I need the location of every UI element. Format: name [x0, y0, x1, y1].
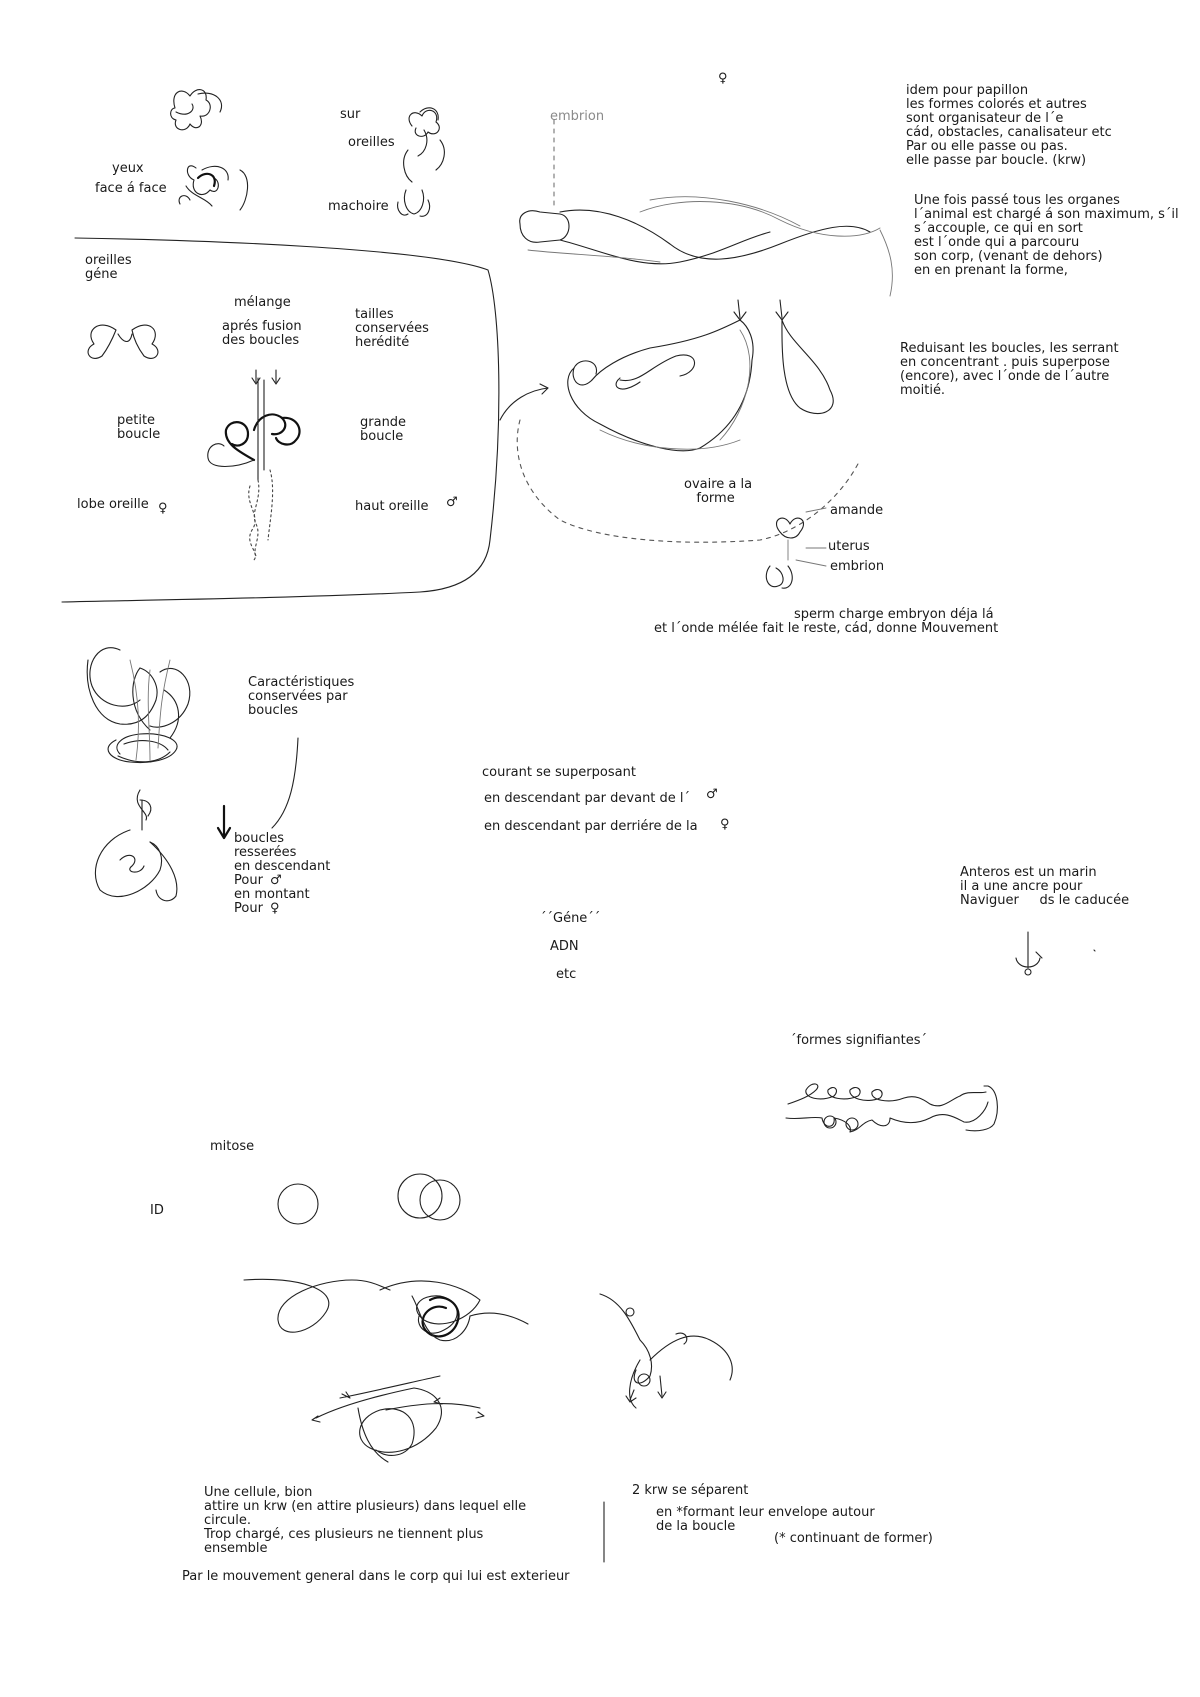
label-machoire: machoire — [328, 199, 389, 214]
label-adn: ADN — [550, 939, 579, 954]
label-sur: sur — [340, 107, 361, 122]
ear-sketch-top — [171, 90, 222, 130]
ear-pair-sketch — [88, 325, 158, 358]
oreilles-sketch — [404, 108, 445, 182]
male-symbol-devant: ♂ — [706, 787, 718, 802]
label-et-onde: et l´onde mélée fait le reste, cád, donne Mouvement — [654, 621, 999, 636]
label-boucles-resserees: boucles resserées en descendant Pour en montant Pour — [234, 831, 331, 916]
note-continuant: (* continuant de former) — [774, 1531, 933, 1546]
label-caracteristiques: Caractéristiques conservées par boucles — [248, 675, 355, 718]
note-en-formant: en *formant leur envelope autour de la boucle — [656, 1505, 875, 1534]
loop-sequence-sketch — [244, 1279, 732, 1462]
label-gene: ´´Géne´´ — [540, 911, 601, 926]
face-a-face-sketch — [179, 166, 248, 210]
note-par-le-mouvement: Par le mouvement general dans le corp qui lui est exterieur — [182, 1569, 570, 1584]
male-symbol-haut: ♂ — [446, 495, 458, 510]
label-face-a-face: face á face — [95, 181, 167, 196]
label-tailles: tailles conservées herédité — [355, 307, 429, 350]
label-mitose: mitose — [210, 1139, 255, 1154]
label-ovaire: ovaire a la forme — [684, 477, 753, 506]
label-uterus: uterus — [828, 539, 870, 554]
label-grande-boucle: grande boucle — [360, 415, 407, 444]
embryo-serpent-sketch — [520, 120, 893, 296]
signifiant-spiral-sketch — [786, 1084, 997, 1132]
label-oreilles: oreilles — [348, 135, 395, 150]
female-symbol-pour: ♀ — [270, 901, 280, 916]
label-lobe-oreille: lobe oreille — [77, 497, 149, 512]
label-melange: mélange — [234, 295, 291, 310]
label-amande: amande — [830, 503, 884, 518]
label-deux-krw: 2 krw se séparent — [632, 1483, 749, 1498]
label-sperm: sperm charge embryon déja lá — [794, 607, 994, 622]
label-formes-signifiantes: ´formes signifiantes´ — [790, 1033, 927, 1048]
female-symbol-derriere: ♀ — [720, 817, 730, 832]
loop-fusion-sketch — [208, 370, 300, 560]
label-etc: etc — [556, 967, 577, 982]
label-derriere: en descendant par derriére de la — [484, 819, 698, 834]
label-embrion-top: embrion — [550, 109, 605, 124]
note-une-cellule: Une cellule, bion attire un krw (en attire plusieurs) dans lequel elle circule. Trop chargé, ces plusieurs ne tiennent plus ensemble — [204, 1485, 527, 1556]
male-symbol-pour: ♂ — [270, 873, 282, 888]
label-petite-boucle: petite boucle — [117, 413, 161, 442]
machoire-sketch — [398, 190, 430, 216]
note-reduisant: Reduisant les boucles, les serrant en concentrant . puis superpose (encore), avec l´onde de l´autre moitié. — [900, 341, 1119, 398]
label-oreilles-gene: oreilles géne — [85, 253, 132, 282]
uterus-sketch — [766, 508, 826, 588]
label-courant: courant se superposant — [482, 765, 636, 780]
label-id: ID — [150, 1203, 164, 1218]
label-yeux: yeux — [112, 161, 144, 176]
label-embrion-right: embrion — [830, 559, 885, 574]
label-apres-fusion: aprés fusion des boucles — [222, 319, 302, 348]
ovaire-sketch — [500, 300, 860, 542]
anchor-sketch — [1016, 932, 1095, 975]
label-haut-oreille: haut oreille — [355, 499, 429, 514]
note-anteros: Anteros est un marin il a une ancre pour Naviguer ds le caducée — [960, 865, 1130, 908]
female-symbol-lobe: ♀ — [158, 501, 168, 516]
note-une-fois: Une fois passé tous les organes l´animal est chargé á son maximum, s´il s´accouple, ce qui en sort est l´onde qui a parcouru son corp, (venant de dehors) en en prenant la forme, — [914, 193, 1179, 278]
label-devant: en descendant par devant de l´ — [484, 791, 691, 806]
down-arrow — [218, 806, 230, 838]
note-idem-papillon: idem pour papillon les formes colorés et autres sont organisateur de l´e cád, obstacles, canalisateur etc Par ou elle passe ou pas. elle passe par boucle. (krw) — [906, 83, 1112, 168]
mitose-circles — [278, 1174, 460, 1224]
female-symbol: ♀ — [718, 71, 728, 86]
